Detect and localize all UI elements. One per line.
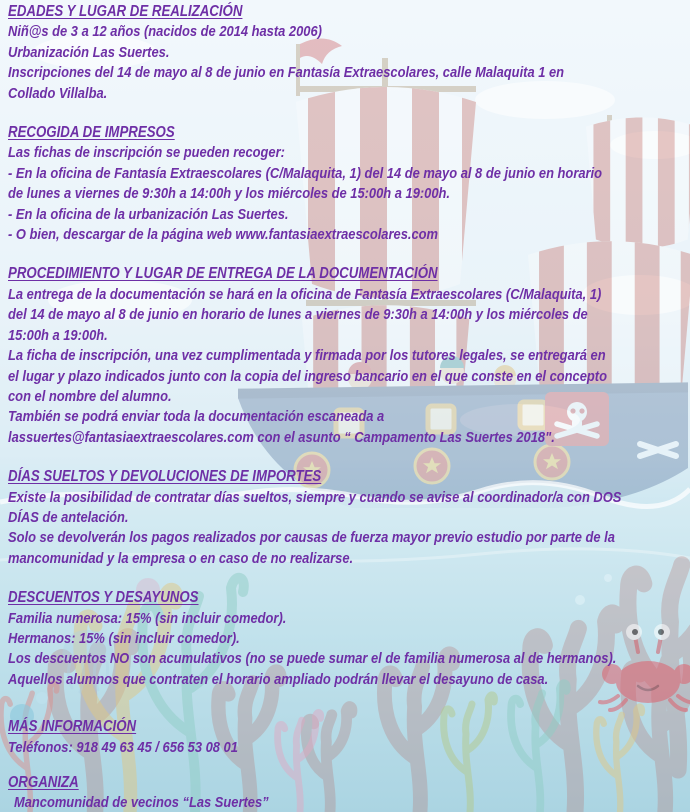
text-line: de lunes a viernes de 9:30h a 14:00h y los miércoles de 15:00h a 19:00h. xyxy=(8,185,451,203)
section-heading: DÍAS SUELTOS Y DEVOLUCIONES DE IMPORTES xyxy=(8,468,322,486)
text-line: También se podrá enviar toda la documentación escaneada a xyxy=(8,408,385,426)
text-line: del 14 de mayo al 8 de junio en horario de lunes a viernes de 9:30h a 14:00h y los miércoles de xyxy=(8,306,588,324)
section-mas-informacion xyxy=(8,717,690,758)
text-line: Aquellos alumnos que contraten el horario ampliado podrán llevar el desayuno de casa. xyxy=(8,670,549,688)
text-line: Familia numerosa: 15% (sin incluir comedor). xyxy=(8,609,287,627)
section-heading: RECOGIDA DE IMPRESOS xyxy=(8,124,175,142)
section-heading: PROCEDIMIENTO Y LUGAR DE ENTREGA DE LA DOCUMENTACIÓN xyxy=(8,265,438,283)
text-line: La entrega de la documentación se hará en la oficina de Fantasía Extraescolares (C/Malaquita, 1) xyxy=(8,285,602,303)
section-recogida-de-impresos xyxy=(8,123,690,245)
section-procedimiento-entrega xyxy=(8,264,690,448)
email-line: lassuertes@fantasiaextraescolares.com con el asunto “ Campamento Las Suertes 2018". xyxy=(8,428,555,446)
text-line: - En la oficina de la urbanización Las Suertes. xyxy=(8,205,289,223)
text-line: Inscripciones del 14 de mayo al 8 de junio en Fantasía Extraescolares, calle Malaquita 1 en xyxy=(8,64,565,82)
website-url: - O bien, descargar de la página web www.fantasiaextraescolares.com xyxy=(8,226,439,244)
section-heading: ORGANIZA xyxy=(8,774,79,791)
text-line: Hermanos: 15% (sin incluir comedor). xyxy=(8,629,240,647)
section-edades-y-lugar xyxy=(8,2,690,104)
text-line: Niñ@s de 3 a 12 años (nacidos de 2014 hasta 2006) xyxy=(8,23,322,41)
text-line: Los descuentos NO son acumulativos (no se puede sumar el de familia numerosa al de hermanos). xyxy=(8,650,617,668)
text-line: mancomunidad y la empresa o en caso de no realizarse. xyxy=(8,549,354,567)
text-line: DÍAS de antelación. xyxy=(8,508,129,526)
text-line: Solo se devolverán los pagos realizados por causas de fuerza mayor previo estudio por parte de la xyxy=(8,529,615,547)
phone-numbers: Teléfonos: 918 49 63 45 / 656 53 08 01 xyxy=(8,738,238,756)
section-descuentos-desayunos xyxy=(8,588,690,690)
text-line: Las fichas de inscripción se pueden recoger: xyxy=(8,144,285,162)
organizer-name: Mancomunidad de vecinos “Las Suertes” xyxy=(13,794,269,812)
section-heading: DESCUENTOS Y DESAYUNOS xyxy=(8,589,199,607)
section-heading: MÁS INFORMACIÓN xyxy=(8,718,137,736)
text-line: el lugar y plazo indicados junto con la copia del ingreso bancario en el que conste en el concepto xyxy=(8,367,607,385)
section-organiza xyxy=(8,773,690,812)
text-line: 15:00h a 19:00h. xyxy=(8,326,108,344)
section-dias-sueltos-devoluciones xyxy=(8,467,690,569)
text-line: con el nombre del alumno. xyxy=(8,387,172,405)
text-line: La ficha de inscripción, una vez cumplimentada y firmada por los tutores legales, se entregará en xyxy=(8,347,606,365)
text-line: Urbanización Las Suertes. xyxy=(8,43,170,61)
section-heading: EDADES Y LUGAR DE REALIZACIÓN xyxy=(8,3,243,20)
text-line: Collado Villalba. xyxy=(8,84,108,102)
text-line: Existe la posibilidad de contratar días sueltos, siempre y cuando se avise al coordinador/a con DOS xyxy=(8,488,622,506)
text-line: - En la oficina de Fantasía Extraescolares (C/Malaquita, 1) del 14 de mayo al 8 de junio en horario xyxy=(8,164,603,182)
